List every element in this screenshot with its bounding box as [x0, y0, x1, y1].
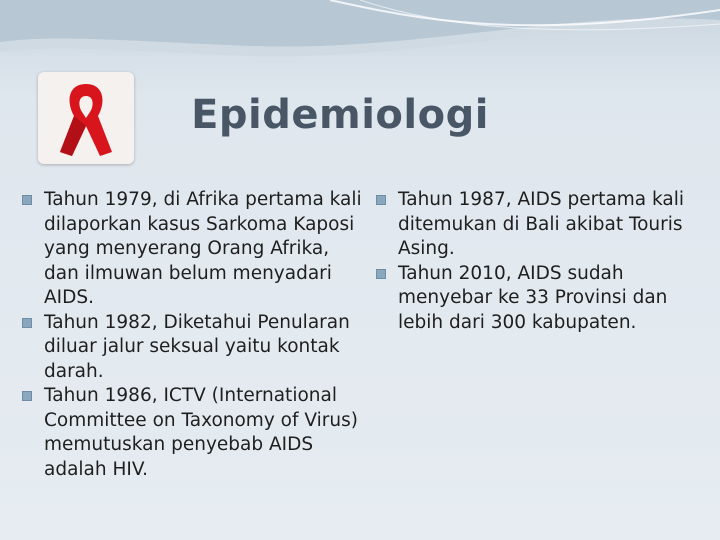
- square-bullet-icon: [22, 318, 32, 328]
- bullet-list-left: [16, 188, 366, 482]
- square-bullet-icon: [22, 195, 32, 205]
- bullet-text: Tahun 1982, Diketahui Penularan diluar jalur seksual yaitu kontak darah.: [44, 311, 350, 382]
- left-column: [16, 188, 366, 482]
- bullet-text: Tahun 1979, di Afrika pertama kali dilaporkan kasus Sarkoma Kaposi yang menyerang Orang Afrika, dan ilmuwan belum menyadari AIDS.: [44, 189, 362, 308]
- list-item: [370, 188, 710, 262]
- right-column: [370, 188, 710, 335]
- square-bullet-icon: [376, 195, 386, 205]
- bullet-text: Tahun 2010, AIDS sudah menyebar ke 33 Provinsi dan lebih dari 300 kabupaten.: [398, 262, 668, 333]
- square-bullet-icon: [22, 391, 32, 401]
- bullet-text: Tahun 1986, ICTV (International Committee on Taxonomy of Virus) memutuskan penyebab AIDS adalah HIV.: [44, 385, 358, 480]
- list-item: [16, 188, 366, 311]
- bullet-text: Tahun 1987, AIDS pertama kali ditemukan di Bali akibat Touris Asing.: [398, 189, 685, 259]
- slide-title: Epidemiologi: [191, 92, 489, 138]
- list-item: [16, 311, 366, 385]
- square-bullet-icon: [376, 269, 386, 279]
- ribbon-logo: [38, 72, 134, 164]
- bullet-list-right: [370, 188, 710, 335]
- list-item: [16, 384, 366, 482]
- awareness-ribbon-icon: [38, 72, 134, 164]
- list-item: [370, 262, 710, 336]
